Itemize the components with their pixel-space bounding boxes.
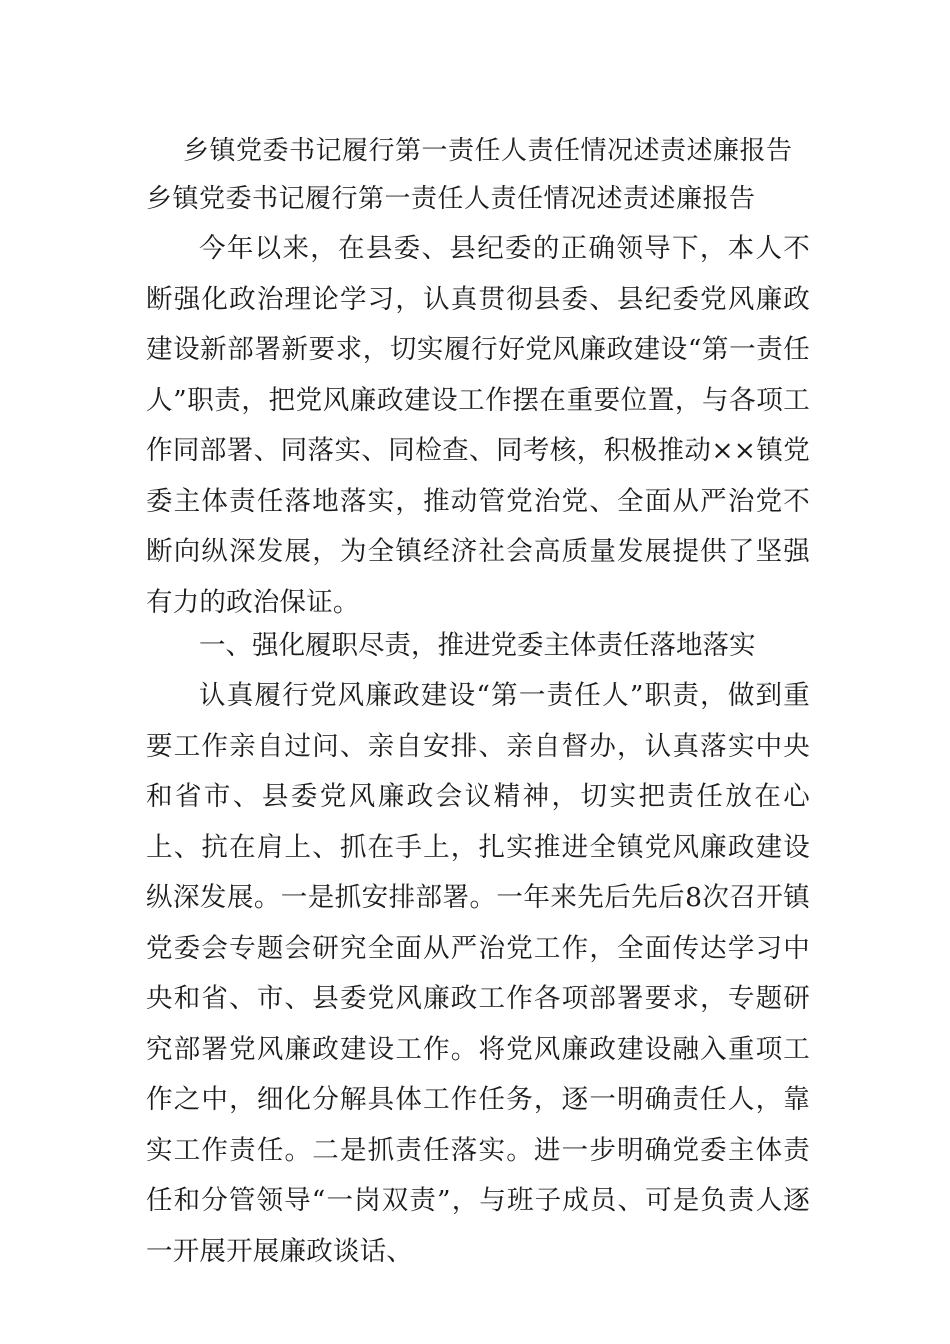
- intro-paragraph: 今年以来，在县委、县纪委的正确领导下，本人不断强化政治理论学习，认真贯彻县委、县纪委党风廉政建设新部署新要求，切实履行好党风廉政建设“第一责任人”职责，把党风廉政建设工作摆在重要位置，与各项工作同部署、同落实、同检查、同考核，积极推动××镇党委主体责任落地落实，推动管党治党、全面从严治党不断向纵深发展，为全镇经济社会高质量发展提供了坚强有力的政治保证。: [146, 233, 810, 618]
- document-title: 乡镇党委书记履行第一责任人责任情况述责述廉报告: [183, 136, 793, 166]
- document-subtitle: 乡镇党委书记履行第一责任人责任情况述责述廉报告: [146, 184, 756, 214]
- section-heading: 一、强化履职尽责，推进党委主体责任落地落实: [199, 630, 756, 661]
- section-paragraph: 认真履行党风廉政建设“第一责任人”职责，做到重要工作亲自过问、亲自安排、亲自督办，认真落实中央和省市、县委党风廉政会议精神，切实把责任放在心上、抗在肩上、抓在手上，扎实推进全镇党风廉政建设纵深发展。一是抓安排部署。一年来先后先后8次召开镇党委会专题会研究全面从严治党工作，全面传达学习中央和省、市、县委党风廉政工作各项部署要求，专题研究部署党风廉政建设工作。将党风廉政建设融入重项工作之中，细化分解具体工作任务，逐一明确责任人，靠实工作责任。二是抓责任落实。进一步明确党委主体责任和分管领导“一岗双责”，与班子成员、可是负责人逐一开展开展廉政谈话、: [146, 680, 810, 1267]
